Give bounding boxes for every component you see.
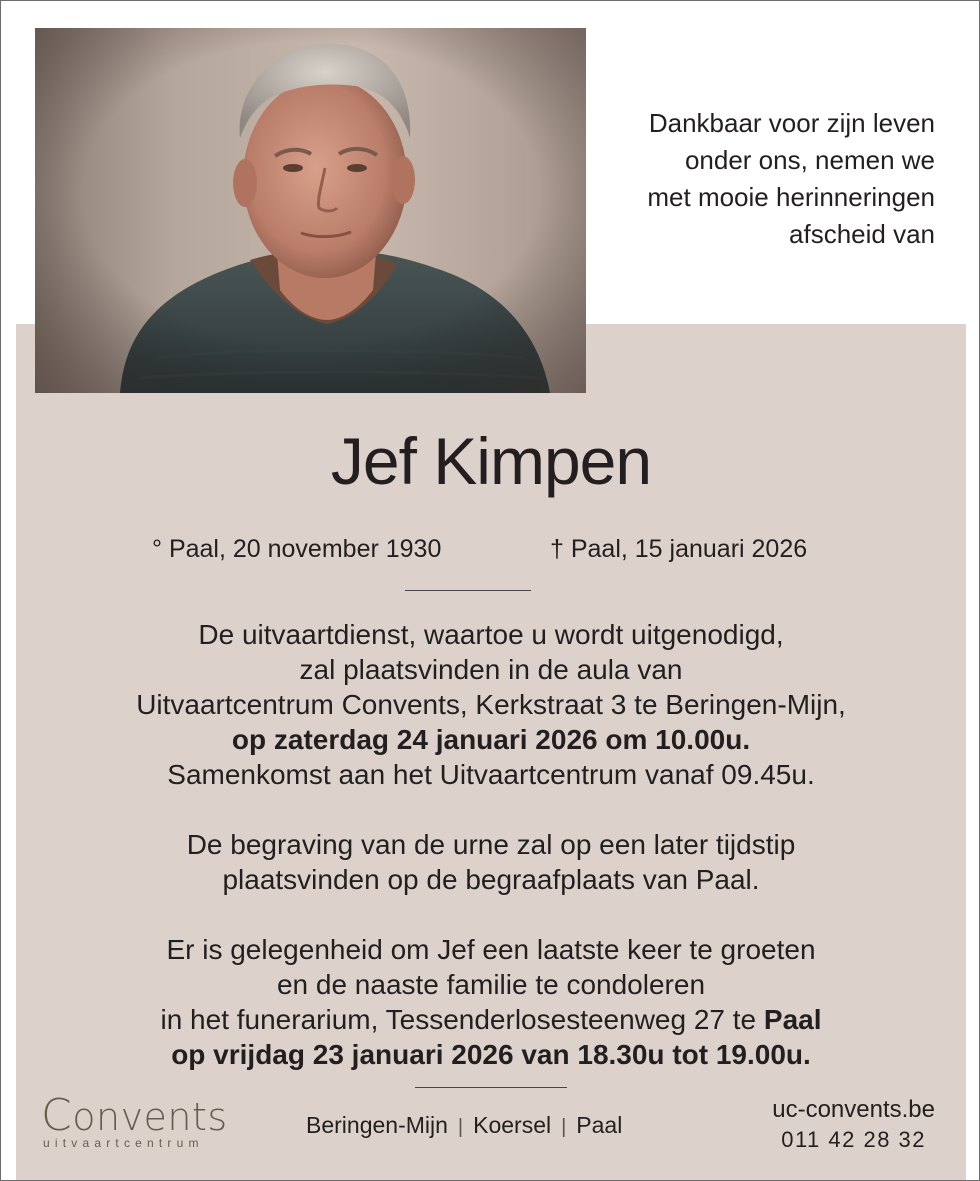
- burial-line: plaatsvinden op de begraafplaats van Paal.: [222, 864, 760, 895]
- visitation-line: en de naaste familie te condoleren: [276, 969, 706, 1000]
- intro-line: onder ons, nemen we: [684, 145, 935, 175]
- spacer: [1, 897, 980, 932]
- intro-text: [535, 105, 935, 253]
- burial-line: De begraving van de urne zal op een later tijdstip: [186, 829, 796, 860]
- divider-top: [405, 590, 531, 591]
- location-item: Koersel: [473, 1112, 552, 1138]
- location-item: Beringen-Mijn: [306, 1112, 448, 1138]
- service-date: op zaterdag 24 januari 2026 om 10.00u.: [231, 724, 751, 755]
- divider-bottom: [415, 1087, 567, 1088]
- website: uc-convents.be: [772, 1096, 935, 1123]
- deceased-name: Jef Kimpen: [330, 424, 652, 498]
- visitation-line: Er is gelegenheid om Jef een laatste keer te groeten: [166, 934, 816, 965]
- locations-list: [306, 1109, 622, 1143]
- spacer: [1, 792, 980, 827]
- visitation-location: [1, 1002, 980, 1037]
- visitation-town: Paal: [763, 1004, 822, 1035]
- visitation-date: op vrijdag 23 januari 2026 van 18.30u tot 19.00u.: [171, 1039, 811, 1070]
- separator: |: [457, 1116, 464, 1138]
- service-line: Uitvaartcentrum Convents, Kerkstraat 3 te Beringen-Mijn,: [136, 689, 846, 720]
- birth-date: ° Paal, 20 november 1930: [152, 535, 442, 563]
- intro-line: afscheid van: [789, 219, 935, 249]
- service-line: zal plaatsvinden in de aula van: [299, 654, 683, 685]
- visitation-address: in het funerarium, Tessenderlosesteenweg 27 te: [160, 1004, 764, 1035]
- location-item: Paal: [576, 1112, 623, 1138]
- contact-info: [772, 1095, 935, 1155]
- portrait-photo: [35, 28, 586, 393]
- logo-wordmark: Convents: [41, 1090, 228, 1141]
- ceremony-details: [1, 617, 980, 1072]
- convents-logo: [41, 1090, 228, 1150]
- service-line: De uitvaartdienst, waartoe u wordt uitgenodigd,: [198, 619, 784, 650]
- separator: |: [561, 1116, 567, 1138]
- intro-line: Dankbaar voor zijn leven: [648, 108, 935, 138]
- death-date: † Paal, 15 januari 2026: [550, 535, 808, 563]
- service-line: Samenkomst aan het Uitvaartcentrum vanaf 09.45u.: [167, 759, 815, 790]
- intro-line: met mooie herinneringen: [647, 182, 935, 212]
- phone-number: 011 42 28 32: [781, 1127, 927, 1152]
- logo-subtitle: uitvaartcentrum: [43, 1136, 204, 1150]
